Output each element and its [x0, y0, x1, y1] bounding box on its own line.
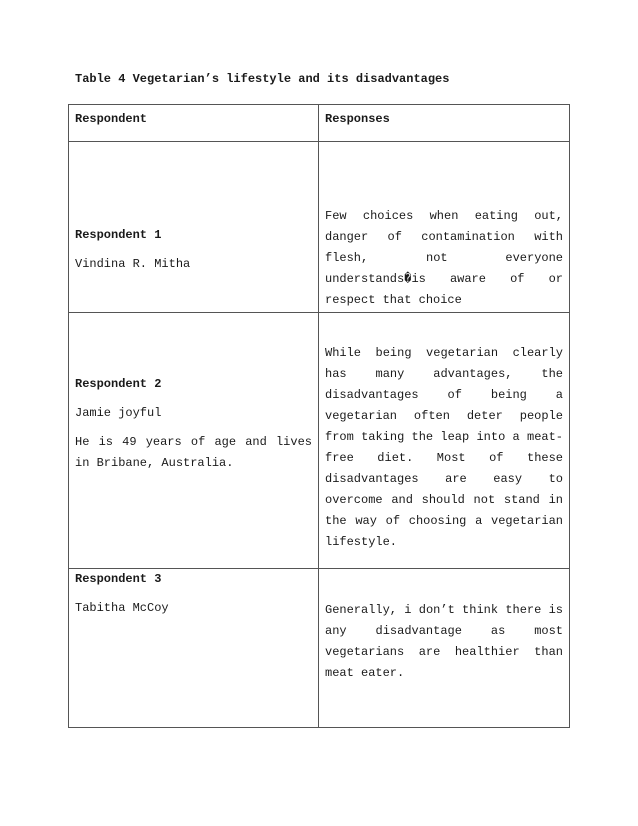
table-caption: Table 4 Vegetarian’s lifestyle and its disadvantages — [75, 72, 450, 86]
header-cell-responses — [319, 105, 570, 142]
response-cell — [319, 142, 570, 313]
respondent-cell — [69, 569, 319, 728]
response-text: While being vegetarian clearly has many advantages, the disadvantages of being a vegetarian often deter people from taking the leap into a meat-free diet. Most of these disadvantages are easy to overcome and should not stand in the way of choosing a vegetarian lifestyle. — [325, 346, 563, 549]
table-header-row — [69, 105, 570, 142]
table-row — [69, 569, 570, 728]
header-respondent: Respondent — [75, 112, 148, 126]
response-cell — [319, 569, 570, 728]
table-row — [69, 313, 570, 569]
response-cell — [319, 313, 570, 569]
respondent-name: Vindina R. Mitha — [75, 257, 191, 271]
respondent-cell — [69, 142, 319, 313]
response-text: Generally, i don’t think there is any disadvantage as most vegetarians are healthier than meat eater. — [325, 603, 563, 680]
respondent-name: Jamie joyful — [75, 406, 162, 420]
respondent-label: Respondent 2 — [75, 377, 162, 391]
header-responses: Responses — [325, 112, 390, 126]
respondent-name: Tabitha McCoy — [75, 601, 169, 615]
respondent-details: He is 49 years of age and lives in Bribane, Australia. — [75, 435, 312, 470]
respondents-table — [68, 104, 570, 728]
respondent-label: Respondent 3 — [75, 572, 162, 586]
response-text: Few choices when eating out, danger of contamination with flesh, not everyone understands�is aware of or respect that choice — [325, 209, 563, 307]
respondent-cell — [69, 313, 319, 569]
respondent-label: Respondent 1 — [75, 228, 162, 242]
header-cell-respondent — [69, 105, 319, 142]
table-row — [69, 142, 570, 313]
